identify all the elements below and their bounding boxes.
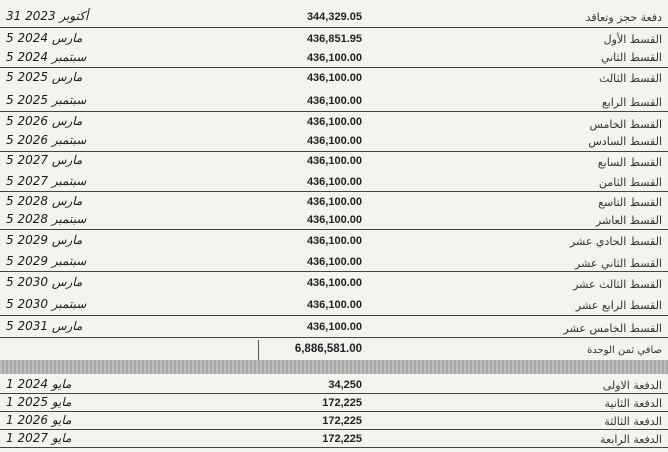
row-amount: 436,100.00	[306, 256, 362, 268]
row-date: 5 سبتمبر 2029	[6, 254, 87, 268]
installment-row	[0, 272, 668, 294]
total-divider	[258, 340, 259, 360]
installment-row	[0, 316, 668, 338]
row-date: 5 مارس 2028	[6, 194, 83, 208]
row-date: 5 سبتمبر 2024	[6, 50, 87, 64]
row-label: القسط الرابع عشر	[575, 299, 662, 312]
row-label: دفعة حجز وتعاقد	[585, 11, 662, 24]
total-label: صافي ثمن الوحدة	[587, 345, 662, 356]
installment-row	[0, 212, 668, 230]
row-amount: 172,225	[322, 433, 362, 445]
payment-row	[0, 376, 668, 394]
installment-row	[0, 132, 668, 152]
row-label: القسط السادس	[588, 135, 662, 148]
row-label: القسط الثاني عشر	[575, 257, 662, 270]
row-date: 5 سبتمبر 2026	[6, 133, 87, 147]
row-label: القسط السابع	[597, 156, 662, 169]
row-label: القسط الخامس	[589, 118, 662, 131]
row-amount: 172,225	[322, 415, 362, 427]
section-separator-bar	[0, 360, 668, 374]
row-date: 5 مارس 2025	[6, 70, 83, 84]
row-date: 1 مايو 2024	[6, 377, 72, 391]
row-amount: 436,100.00	[306, 299, 362, 311]
installment-row	[0, 252, 668, 272]
row-amount: 436,100.00	[306, 116, 362, 128]
payment-row	[0, 394, 668, 412]
installment-row	[0, 28, 668, 48]
row-date: 5 سبتمبر 2030	[6, 297, 87, 311]
row-amount: 436,100.00	[306, 95, 362, 107]
row-amount: 34,250	[328, 379, 362, 391]
row-amount: 436,100.00	[306, 52, 362, 64]
row-label: القسط الأول	[603, 33, 662, 46]
installment-row	[0, 90, 668, 112]
row-date: 5 سبتمبر 2028	[6, 212, 87, 226]
row-date: 1 مايو 2025	[6, 395, 72, 409]
row-amount: 436,100.00	[306, 176, 362, 188]
row-amount: 172,225	[322, 397, 362, 409]
row-amount: 436,100.00	[306, 135, 362, 147]
row-amount: 436,100.00	[306, 277, 362, 289]
installment-row	[0, 48, 668, 68]
row-label: القسط التاسع	[598, 196, 662, 209]
row-date: 5 مارس 2024	[6, 31, 83, 45]
row-date: 5 مارس 2029	[6, 233, 83, 247]
row-date: 5 مارس 2026	[6, 114, 83, 128]
installment-row	[0, 172, 668, 192]
row-label: الدفعة الرابعة	[600, 433, 662, 446]
row-date: 5 مارس 2030	[6, 275, 83, 289]
row-label: القسط الثاني	[600, 51, 662, 64]
payment-row	[0, 430, 668, 448]
row-label: القسط الخامس عشر	[563, 322, 662, 335]
row-label: القسط الحادي عشر	[569, 235, 662, 248]
total-row	[0, 338, 668, 360]
row-date: 1 مايو 2026	[6, 413, 72, 427]
row-label: القسط الثالث	[599, 72, 662, 85]
installment-row	[0, 112, 668, 132]
row-amount: 436,100.00	[306, 235, 362, 247]
row-date: 5 مارس 2031	[6, 319, 83, 333]
row-amount: 436,100.00	[306, 214, 362, 226]
row-label: الدفعة الاولى	[602, 379, 662, 392]
installment-row	[0, 68, 668, 90]
total-amount: 6,886,581.00	[294, 343, 362, 355]
payment-row	[0, 412, 668, 430]
row-label: الدفعة الثالثة	[604, 415, 662, 428]
row-label: القسط الرابع	[601, 96, 662, 109]
row-date: 5 سبتمبر 2025	[6, 93, 87, 107]
row-date: 5 مارس 2027	[6, 153, 83, 167]
row-amount: 436,851.95	[306, 33, 362, 45]
row-label: القسط العاشر	[595, 214, 662, 227]
row-label: الدفعة الثانية	[604, 397, 662, 410]
reservation-row	[0, 6, 668, 28]
row-amount: 436,100.00	[306, 321, 362, 333]
installment-row	[0, 152, 668, 172]
installment-row	[0, 192, 668, 212]
row-label: القسط الثامن	[598, 176, 662, 189]
row-label: القسط الثالث عشر	[573, 278, 662, 291]
row-date: 5 سبتمبر 2027	[6, 174, 87, 188]
row-amount: 436,100.00	[306, 155, 362, 167]
row-date: 31 أكتوبر 2023	[6, 9, 89, 23]
row-amount: 436,100.00	[306, 72, 362, 84]
row-amount: 436,100.00	[306, 196, 362, 208]
row-date: 1 مايو 2027	[6, 431, 72, 445]
installment-row	[0, 294, 668, 316]
row-amount: 344,329.05	[306, 11, 362, 23]
installment-row	[0, 230, 668, 252]
